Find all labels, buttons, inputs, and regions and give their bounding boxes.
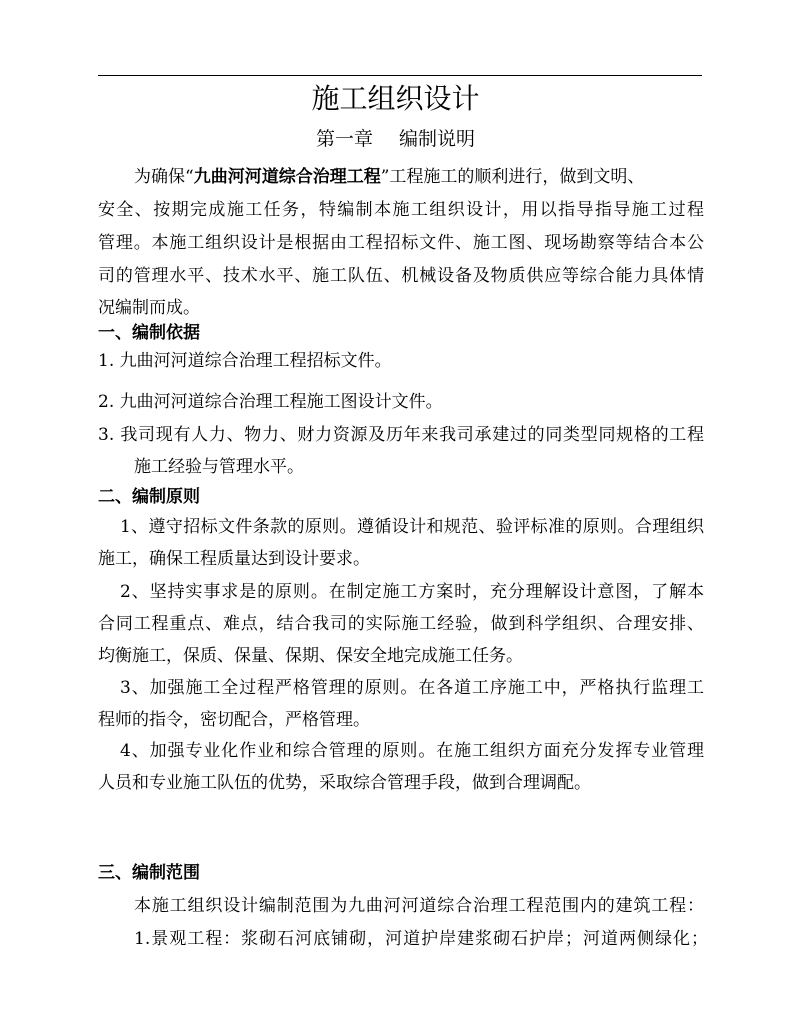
chapter-heading [0,127,791,151]
paragraph-line: 均衡施工，保质、保量、保期、保安全地完成施工任务。 [98,646,523,666]
list-item: 3. 我司现有人力、物力、财力资源及历年来我司承建过的同类型同规格的工程 [98,425,704,445]
page-title: 施工组织设计 [311,82,480,115]
list-item: 1. 九曲河河道综合治理工程招标文件。 [98,351,392,371]
intro-text: ”工程施工的顺利进行，做到文明、 [380,167,645,187]
section-heading-principles: 二、编制原则 [98,487,200,507]
intro-line-4: 司的管理水平、技术水平、施工队伍、机械设备及物质供应等综合能力具体情 [98,266,704,286]
chapter-number: 第一章 [315,128,373,150]
section-heading-basis: 一、编制依据 [98,323,200,343]
intro-line-2: 安全、按期完成施工任务，特编制本施工组织设计，用以指导指导施工过程 [98,200,704,220]
intro-line-5: 况编制而成。 [98,298,200,318]
paragraph-line: 人员和专业施工队伍的优势，采取综合管理手段，做到合理调配。 [98,773,591,793]
intro-text: 为确保“ [134,167,194,187]
paragraph-line: 2、坚持实事求是的原则。在制定施工方案时，充分理解设计意图，了解本 [120,582,704,602]
intro-line-1 [134,166,704,188]
list-item-continuation: 施工经验与管理水平。 [134,457,304,477]
project-name: 九曲河河道综合治理工程 [193,167,381,187]
section-heading-scope: 三、编制范围 [98,863,200,883]
intro-line-3: 管理。本施工组织设计是根据由工程招标文件、施工图、现场勘察等结合本公 [98,233,704,253]
paragraph-line: 1.景观工程：浆砌石河底铺砌，河道护岸建浆砌石护岸；河道两侧绿化； [134,929,708,949]
paragraph-line: 1、遵守招标文件条款的原则。遵循设计和规范、验评标准的原则。合理组织 [120,517,704,537]
chapter-name: 编制说明 [399,128,476,150]
paragraph-line: 本施工组织设计编制范围为九曲河河道综合治理工程范围内的建筑工程： [134,896,704,916]
paragraph-line: 施工，确保工程质量达到设计要求。 [98,549,370,569]
list-item: 2. 九曲河河道综合治理工程施工图设计文件。 [98,392,443,412]
paragraph-line: 3、加强施工全过程严格管理的原则。在各道工序施工中，严格执行监理工 [120,678,704,698]
paragraph-line: 程师的指令，密切配合，严格管理。 [98,710,370,730]
paragraph-line: 合同工程重点、难点，结合我司的实际施工经验，做到科学组织、合理安排、 [98,614,704,634]
paragraph-line: 4、加强专业化作业和综合管理的原则。在施工组织方面充分发挥专业管理 [120,741,704,761]
header-rule [98,75,702,76]
